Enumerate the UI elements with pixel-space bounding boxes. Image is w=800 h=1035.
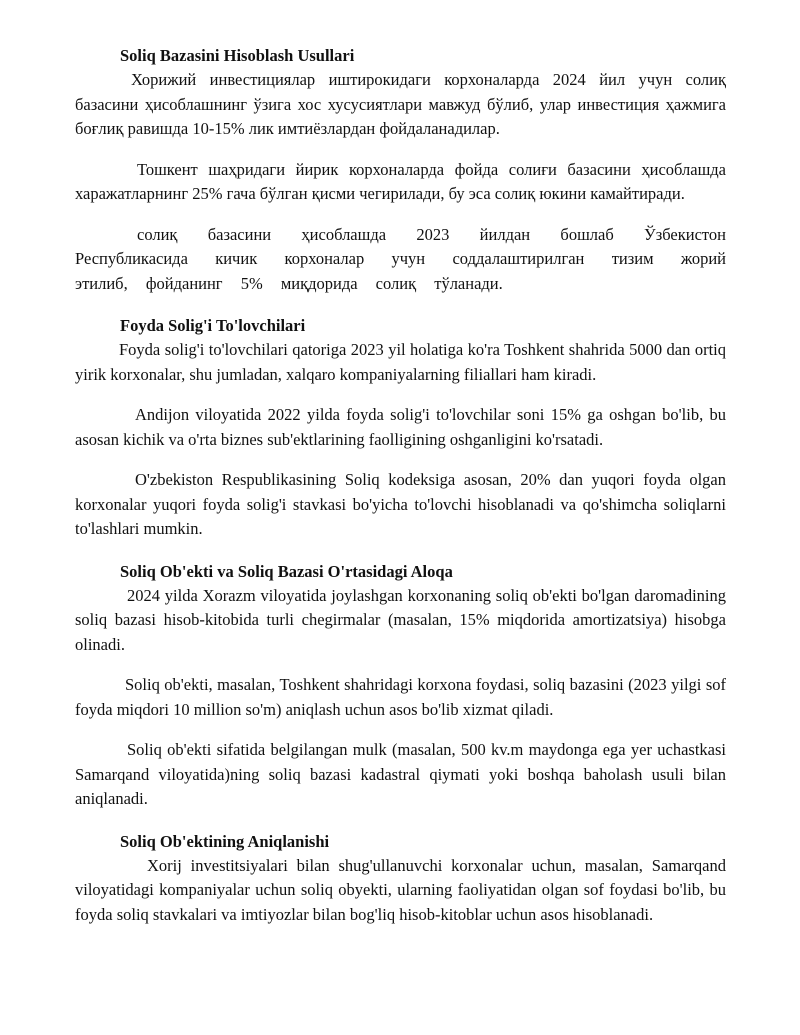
section-title: Soliq Ob'ektining Aniqlanishi <box>120 831 330 851</box>
section-title: Foyda Solig'i To'lovchilari <box>120 316 306 335</box>
section-tax-object-and-base-relation <box>75 560 726 812</box>
section-tax-object-determination <box>75 830 726 928</box>
paragraph: Foyda solig'i to'lovchilari qatoriga 2023 yil holatiga ko'ra Toshkent shahrida 5000 dan ortiq yirik korxonalar, shu jumladan, xalqaro kompaniyalarning filiallari ham kiradi. <box>75 340 726 384</box>
paragraph: Xorij investitsiyalari bilan shug'ullanuvchi korxonalar uchun, masalan, Samarqand viloyatidagi kompaniyalar uchun soliq obyekti, ularning faoliyatidan olgan sof foydasi bo'lib, bu foyda soliq stavkalari va imtiyozlar bilan bog'liq hisob-kitoblar uchun asos hisoblanadi. <box>75 855 726 924</box>
document-page <box>75 44 726 927</box>
paragraph: 2024 yilda Xorazm viloyatida joylashgan korxonaning soliq ob'ekti bo'lgan daromadining soliq bazasi hisob-kitobida turli chegirmalar (masalan, 15% miqdorida amortizatsiya) hisobga olinadi. <box>75 585 726 654</box>
section-title: Soliq Ob'ekti va Soliq Bazasi O'rtasidagi Aloqa <box>120 561 453 581</box>
paragraph: Soliq ob'ekti, masalan, Toshkent shahridagi korxona foydasi, soliq bazasini (2023 yilgi sof foyda miqdori 10 million so'm) aniqlash uchun asos bo'lib xizmat qiladi. <box>75 675 726 719</box>
paragraph: Хорижий инвестициялар иштирокидаги корхоналарда 2024 йил учун солиқ базасини ҳисоблашнинг ўзига хос хусусиятлари мавжуд бўлиб, улар инвестиция ҳажмига боғлиқ равишда 10-15% лик имтиёзлардан фойдаланадилар. <box>75 70 726 138</box>
section-title: Soliq Bazasini Hisoblash Usullari <box>120 46 355 65</box>
paragraph: Andijon viloyatida 2022 yilda foyda solig'i to'lovchilar soni 15% ga oshgan bo'lib, bu asosan kichik va o'rta biznes sub'ektlarining faolligining oshganligini ko'rsatadi. <box>75 405 726 449</box>
paragraph: солиқ базасини ҳисоблашда 2023 йилдан бошлаб Ўзбекистон Республикасида кичик корхоналар учун соддалаштирилган тизим жорий этилиб, фойданинг 5% миқдорида солиқ тўланади. <box>75 224 726 293</box>
paragraph: O'zbekiston Respublikasining Soliq kodeksiga asosan, 20% dan yuqori foyda olgan korxonalar yuqori foyda solig'i stavkasi bo'yicha to'lovchi hisoblanadi va qo'shimcha soliqlarni to'lashlari mumkin. <box>75 470 726 538</box>
section-tax-base-methods <box>75 44 726 296</box>
section-profit-tax-payers <box>75 314 726 542</box>
paragraph: Тошкент шаҳридаги йирик корхоналарда фойда солиғи базасини ҳисоблашда харажатларнинг 25% гача бўлган қисми чегирилади, бу эса солиқ юкини камайтиради. <box>75 159 726 203</box>
paragraph: Soliq ob'ekti sifatida belgilangan mulk (masalan, 500 kv.m maydonga ega yer uchastkasi Samarqand viloyatida)ning soliq bazasi kadastral qiymati yoki boshqa baholash usuli bilan aniqlanadi. <box>75 740 726 808</box>
